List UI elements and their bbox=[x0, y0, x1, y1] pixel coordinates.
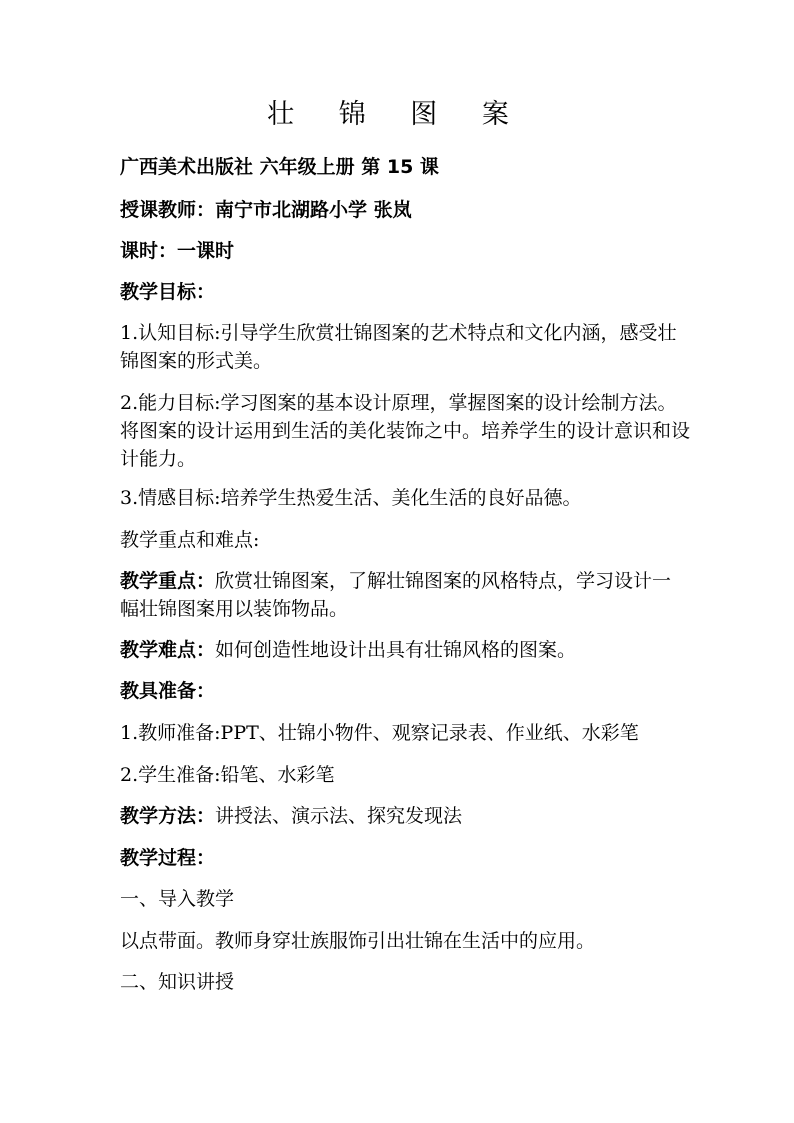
objective-ability: 2.能力目标:学习图案的基本设计原理，掌握图案的设计绘制方法。将图案的设计运用到生活的美化装饰之中。培养学生的设计意识和设计能力。 bbox=[120, 392, 691, 470]
difficulty-label: 教学难点： bbox=[120, 639, 216, 661]
objective-emotion: 3.情感目标:培养学生热爱生活、美化生活的良好品德。 bbox=[120, 487, 582, 509]
methods-label: 教学方法： bbox=[120, 805, 216, 827]
difficulty-text: 如何创造性地设计出具有壮锦风格的图案。 bbox=[215, 639, 577, 661]
focus-label: 教学重点： bbox=[120, 570, 216, 592]
document-title: 壮 锦 图 案 bbox=[267, 99, 527, 130]
difficulty-paragraph bbox=[120, 636, 690, 664]
section2-title: 二、知识讲授 bbox=[120, 971, 235, 993]
objective-cognitive: 1.认知目标:引导学生欣赏壮锦图案的艺术特点和文化内涵，感受壮锦图案的形式美。 bbox=[120, 322, 677, 372]
focus-paragraph bbox=[120, 567, 690, 623]
key-points-heading: 教学重点和难点: bbox=[120, 529, 260, 551]
teacher-materials: 1.教师准备:PPT、壮锦小物件、观察记录表、作业纸、水彩笔 bbox=[120, 722, 639, 744]
methods-text: 讲授法、演示法、探究发现法 bbox=[215, 805, 463, 827]
methods-paragraph bbox=[120, 802, 690, 830]
duration-line: 课时：一课时 bbox=[120, 240, 235, 262]
teacher-line: 授课教师：南宁市北湖路小学 张岚 bbox=[120, 199, 412, 221]
objectives-heading: 教学目标： bbox=[120, 281, 216, 303]
materials-heading: 教具准备： bbox=[120, 680, 216, 702]
publisher-line: 广西美术出版社 六年级上册 第 15 课 bbox=[120, 156, 439, 178]
student-materials: 2.学生准备:铅笔、水彩笔 bbox=[120, 764, 335, 786]
process-heading: 教学过程： bbox=[120, 847, 216, 869]
section1-title: 一、导入教学 bbox=[120, 888, 235, 910]
focus-text: 欣赏壮锦图案，了解壮锦图案的风格特点，学习设计一幅壮锦图案用以装饰物品。 bbox=[120, 570, 672, 620]
section1-text: 以点带面。教师身穿壮族服饰引出壮锦在生活中的应用。 bbox=[120, 930, 596, 952]
